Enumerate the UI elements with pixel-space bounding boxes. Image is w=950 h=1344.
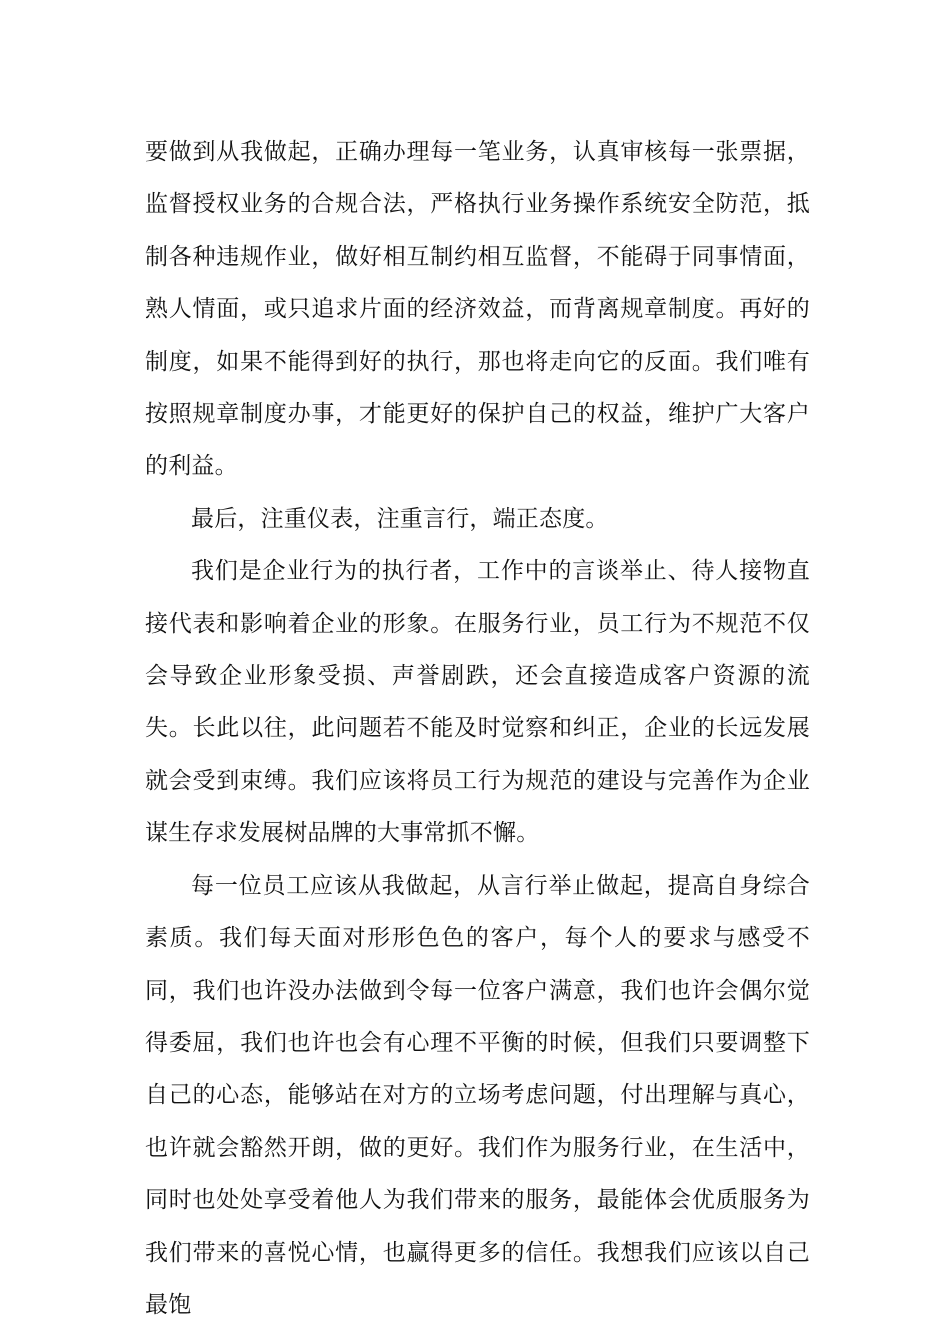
paragraph-4: 每一位员工应该从我做起，从言行举止做起，提高自身综合素质。我们每天面对形形色色的客户，每个人的要求与感受不同，我们也许没办法做到令每一位客户满意，我们也许会偶尔觉得委屈，我们也许也会有心理不平衡的时候，但我们只要调整下自己的心态，能够站在对方的立场考虑问题，付出理解与真心，也许就会豁然开朗，做的更好。我们作为服务行业，在生活中，同时也处处享受着他人为我们带来的服务，最能体会优质服务为我们带来的喜悦心情，也赢得更多的信任。我想我们应该以自己最饱 [145,872,810,1318]
paragraph-2: 最后，注重仪表，注重言行，端正态度。 [191,505,609,532]
paragraph-3: 我们是企业行为的执行者，工作中的言谈举止、待人接物直接代表和影响着企业的形象。在服务行业，员工行为不规范不仅会导致企业形象受损、声誉剧跌，还会直接造成客户资源的流失。长此以往，此问题若不能及时觉察和纠正，企业的长远发展就会受到束缚。我们应该将员工行为规范的建设与完善作为企业谋生存求发展树品牌的大事常抓不懈。 [145,558,810,847]
paragraph-1: 要做到从我做起，正确办理每一笔业务，认真审核每一张票据，监督授权业务的合规合法，严格执行业务操作系统安全防范，抵制各种违规作业，做好相互制约相互监督，不能碍于同事情面，熟人情面，或只追求片面的经济效益，而背离规章制度。再好的制度，如果不能得到好的执行，那也将走向它的反面。我们唯有按照规章制度办事，才能更好的保护自己的权益，维护广大客户的利益。 [145,139,810,480]
document-body [145,126,810,1331]
